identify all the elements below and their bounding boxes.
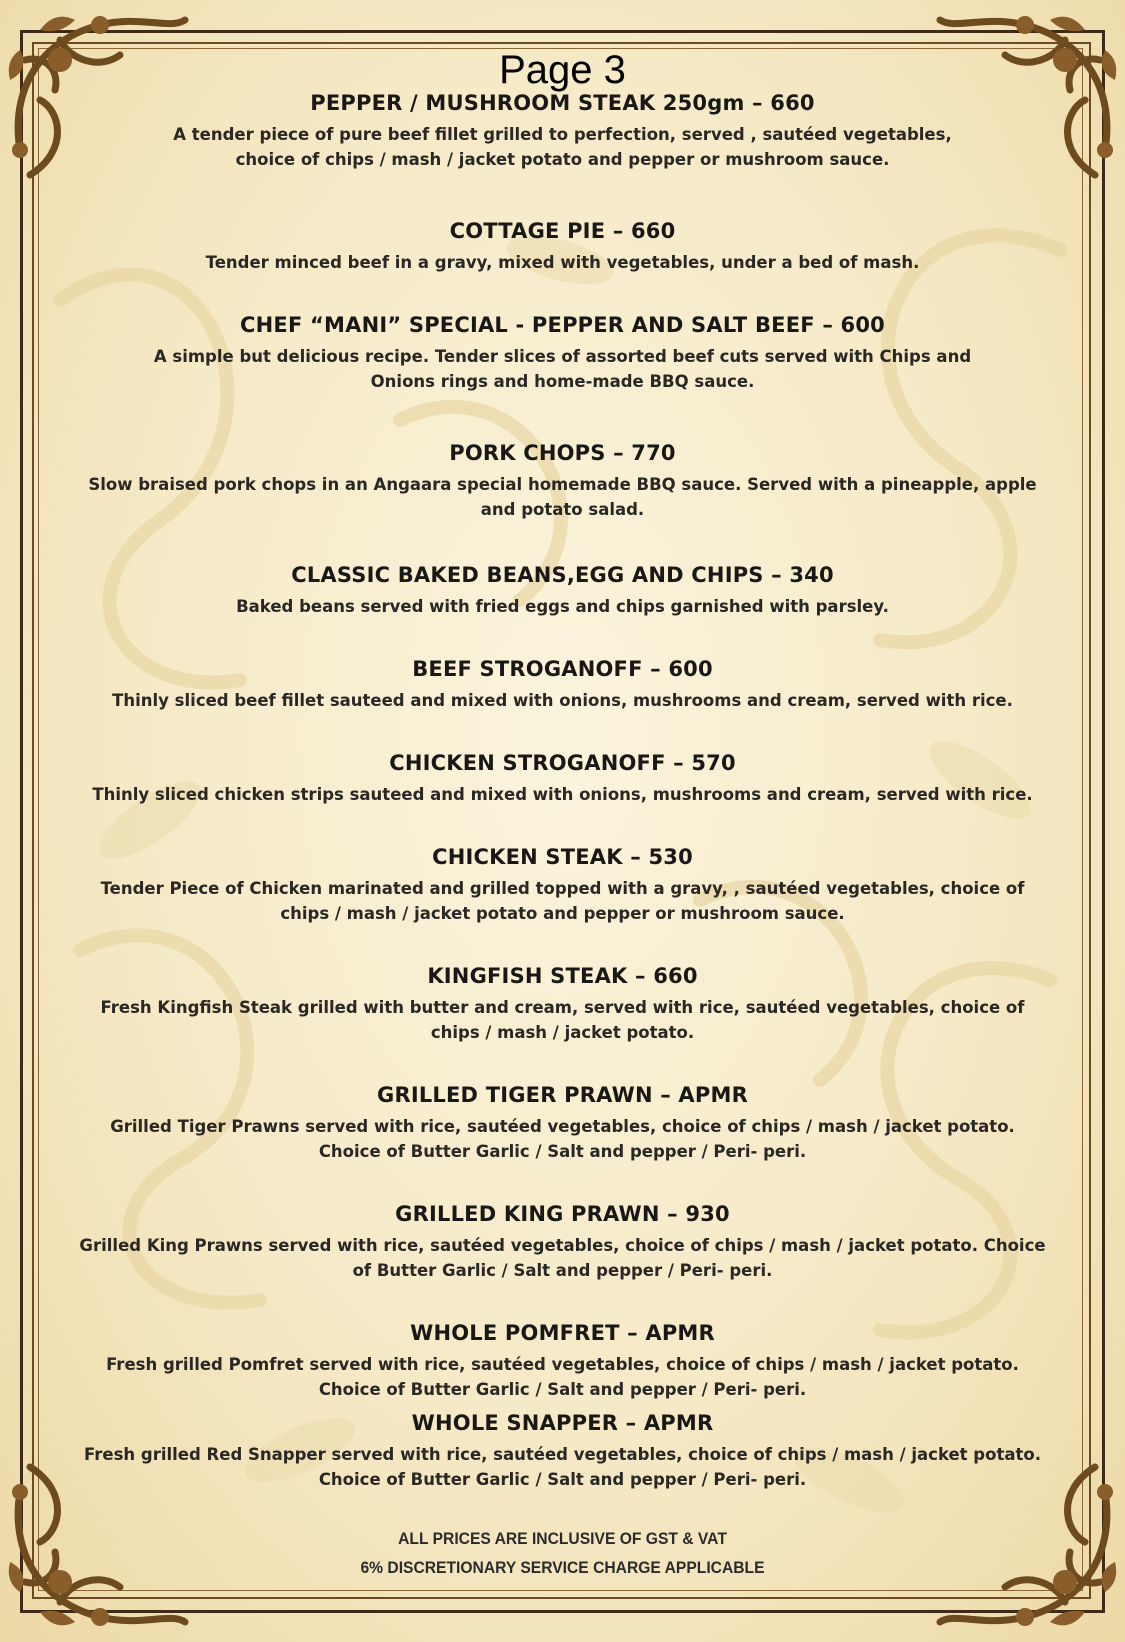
menu-item (60, 844, 1065, 926)
menu-item (60, 218, 1065, 275)
menu-item-description: Tender minced beef in a gravy, mixed with vegetables, under a bed of mash. (205, 253, 920, 272)
menu-item-description: Fresh grilled Pomfret served with rice, sautéed vegetables, choice of chips / mash / jacket potato. Choice of Butter Garlic / Salt and pepper / Peri- peri. (106, 1355, 1019, 1399)
footer-service-charge-note: 6% DISCRETIONARY SERVICE CHARGE APPLICABLE (360, 1558, 765, 1577)
menu-item-title: GRILLED KING PRAWN – 930 (395, 1202, 730, 1226)
menu-item (60, 750, 1065, 807)
menu-item-description: Grilled King Prawns served with rice, sautéed vegetables, choice of chips / mash / jacket potato. Choice of Butter Garlic / Salt and pepper / Peri- peri. (79, 1236, 1046, 1280)
menu-item (60, 656, 1065, 713)
menu-item (60, 1082, 1065, 1164)
menu-item (60, 1201, 1065, 1283)
menu-item-description: A tender piece of pure beef fillet grilled to perfection, served , sautéed vegetables, choice of chips / mash / jacket potato and pepper or mushroom sauce. (173, 125, 952, 169)
menu-item-title: CLASSIC BAKED BEANS,EGG AND CHIPS – 340 (291, 563, 834, 587)
menu-item-title: BEEF STROGANOFF – 600 (412, 657, 713, 681)
menu-item (60, 440, 1065, 522)
menu-item (60, 562, 1065, 619)
menu-item (60, 1320, 1065, 1402)
menu-item-title: CHICKEN STEAK – 530 (432, 845, 693, 869)
menu-item-description: Slow braised pork chops in an Angaara special homemade BBQ sauce. Served with a pineapple, apple and potato salad. (88, 475, 1037, 519)
menu-item-title: CHICKEN STROGANOFF – 570 (389, 751, 736, 775)
menu-item-title: COTTAGE PIE – 660 (449, 219, 676, 243)
menu-item-description: Grilled Tiger Prawns served with rice, sautéed vegetables, choice of chips / mash / jacket potato. Choice of Butter Garlic / Salt and pepper / Peri- peri. (110, 1117, 1015, 1161)
menu-item-description: Thinly sliced chicken strips sauteed and mixed with onions, mushrooms and cream, served with rice. (92, 785, 1033, 804)
menu-item-description: Fresh grilled Red Snapper served with rice, sautéed vegetables, choice of chips / mash / jacket potato. Choice of Butter Garlic / Salt and pepper / Peri- peri. (84, 1445, 1041, 1489)
menu-footer (60, 1524, 1065, 1582)
menu-item-title: GRILLED TIGER PRAWN – APMR (377, 1083, 748, 1107)
menu-item-description: Tender Piece of Chicken marinated and grilled topped with a gravy, , sautéed vegetables, choice of chips / mash / jacket potato and pepper or mushroom sauce. (100, 879, 1025, 923)
menu-item-title: CHEF “MANI” SPECIAL - PEPPER AND SALT BEEF – 600 (240, 313, 885, 337)
footer-tax-note: ALL PRICES ARE INCLUSIVE OF GST & VAT (398, 1529, 727, 1548)
menu-item (60, 90, 1065, 172)
menu-item-description: Thinly sliced beef fillet sauteed and mixed with onions, mushrooms and cream, served with rice. (112, 691, 1013, 710)
page-number-label: Page 3 (499, 48, 626, 92)
menu-item-description: Fresh Kingfish Steak grilled with butter and cream, served with rice, sautéed vegetables, choice of chips / mash / jacket potato. (100, 998, 1025, 1042)
menu-item-title: PORK CHOPS – 770 (449, 441, 676, 465)
menu-item (60, 312, 1065, 394)
menu-item-description: Baked beans served with fried eggs and chips garnished with parsley. (236, 597, 889, 616)
menu-item (60, 1410, 1065, 1492)
menu-item (60, 963, 1065, 1045)
menu-item-title: PEPPER / MUSHROOM STEAK 250gm – 660 (310, 91, 815, 115)
menu-item-title: WHOLE POMFRET – APMR (410, 1321, 715, 1345)
menu-item-title: KINGFISH STEAK – 660 (427, 964, 698, 988)
menu-item-description: A simple but delicious recipe. Tender slices of assorted beef cuts served with Chips and Onions rings and home-made BBQ sauce. (153, 347, 972, 391)
menu-item-title: WHOLE SNAPPER – APMR (411, 1411, 714, 1435)
